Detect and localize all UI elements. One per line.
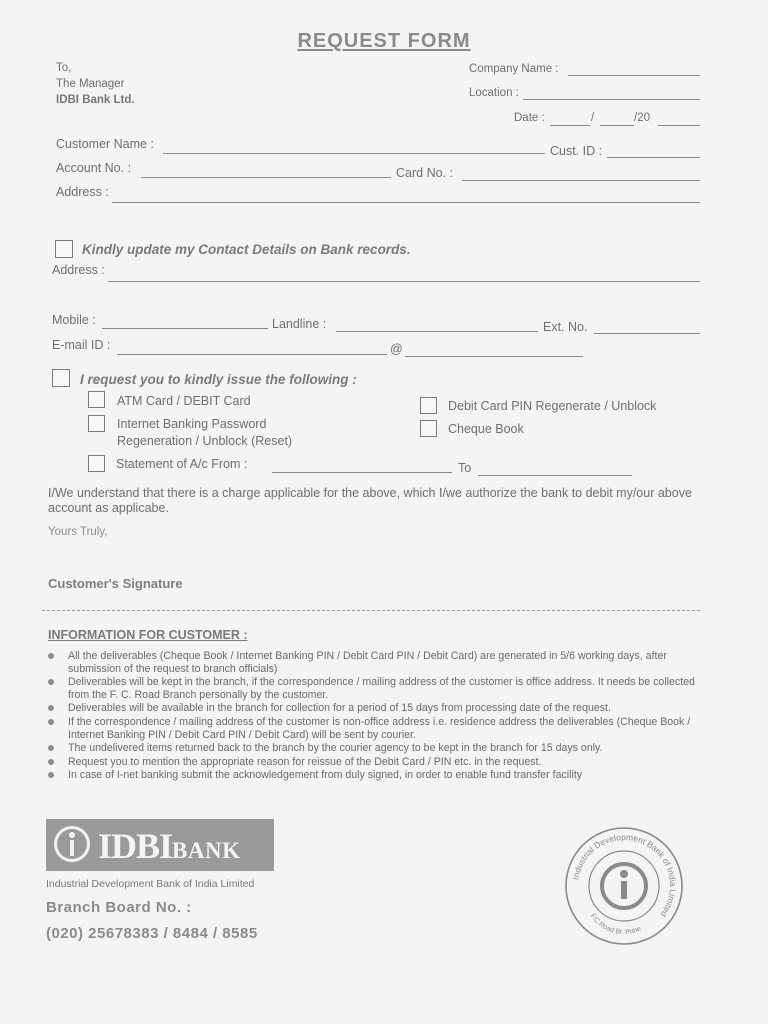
ext-no-field[interactable] [594, 333, 700, 334]
date-month-field[interactable] [600, 125, 634, 126]
issue-request-checkbox[interactable] [52, 369, 70, 387]
bank-name: IDBI Bank Ltd. [56, 94, 135, 106]
email-at-sign: @ [390, 342, 403, 356]
atm-card-checkbox[interactable] [88, 391, 105, 408]
update-contact-checkbox[interactable] [55, 240, 73, 258]
branch-board-label: Branch Board No. : [46, 899, 192, 916]
cheque-book-checkbox[interactable] [420, 420, 437, 437]
pin-regenerate-checkbox[interactable] [420, 397, 437, 414]
atm-card-label: ATM Card / DEBIT Card [117, 394, 251, 408]
contact-address-field[interactable] [108, 281, 700, 282]
contact-address-label: Address : [52, 263, 105, 277]
email-user-field[interactable] [117, 354, 387, 355]
statement-from-field[interactable] [272, 472, 452, 473]
seal-emblem-icon [602, 864, 646, 908]
location-field[interactable] [523, 99, 700, 100]
seal-branch-text: F.C.Road Br. Pune [588, 912, 643, 937]
date-separator-1: / [591, 112, 595, 124]
customer-name-label: Customer Name : [56, 137, 154, 151]
update-contact-label: Kindly update my Contact Details on Bank records. [82, 242, 411, 257]
manager-label: The Manager [56, 78, 125, 90]
bank-seal-stamp [562, 824, 686, 948]
customer-signature-label: Customer's Signature [48, 576, 183, 591]
issue-request-label: I request you to kindly issue the following : [80, 372, 357, 387]
company-name-field[interactable] [568, 75, 700, 76]
info-heading: INFORMATION FOR CUSTOMER : [48, 628, 248, 642]
form-title: REQUEST FORM [297, 30, 471, 52]
email-domain-field[interactable] [405, 356, 583, 357]
idbi-emblem-icon [54, 826, 90, 862]
address-field[interactable] [112, 202, 700, 203]
date-year-field[interactable] [658, 125, 700, 126]
internet-banking-label-2: Regeneration / Unblock (Reset) [117, 434, 293, 448]
logo-bank-text: BANK [172, 838, 241, 863]
card-no-field[interactable] [462, 180, 700, 181]
info-item: In case of I-net banking submit the acknowledgement from duly signed, in order to enable fund transfer facility [46, 769, 706, 782]
company-name-label: Company Name : [469, 63, 559, 75]
to-label: To, [56, 62, 72, 74]
customer-name-field[interactable] [163, 153, 545, 154]
ext-no-label: Ext. No. [543, 320, 588, 334]
internet-banking-label-1: Internet Banking Password [117, 417, 267, 431]
yours-truly: Yours Truly, [48, 526, 108, 538]
cust-id-label: Cust. ID : [550, 144, 603, 158]
date-separator-2: /20 [634, 112, 650, 124]
mobile-label: Mobile : [52, 313, 96, 327]
cheque-book-label: Cheque Book [448, 422, 524, 436]
address-label: Address : [56, 185, 109, 199]
info-item: Deliverables will be kept in the branch, if the correspondence / mailing address of the customer is office address. It needs be collected from the F. C. Road Branch personally by the customer. [46, 676, 706, 701]
mobile-field[interactable] [102, 328, 268, 329]
landline-label: Landline : [272, 317, 327, 331]
landline-field[interactable] [336, 331, 538, 332]
cust-id-field[interactable] [607, 157, 700, 158]
info-item: If the correspondence / mailing address of the customer is non-office address i.e. residence address the deliverables (Cheque Book / Internet Banking PIN / Debit Card PIN / Debit Card) will be sent by courier. [46, 716, 706, 741]
consent-text: I/We understand that there is a charge applicable for the above, which I/we authorize the bank to debit my/our above account as applicabe. [48, 486, 692, 515]
seal-ring-text: Industrial Development Bank of India Limited [570, 831, 679, 919]
statement-to-label: To [458, 461, 472, 475]
date-day-field[interactable] [550, 125, 590, 126]
statement-to-field[interactable] [478, 475, 632, 476]
statement-label: Statement of A/c From : [116, 457, 248, 471]
branch-phone-number: (020) 25678383 / 8484 / 8585 [46, 925, 258, 942]
logo-tagline: Industrial Development Bank of India Limited [46, 878, 255, 890]
date-label: Date : [514, 112, 545, 124]
info-item: All the deliverables (Cheque Book / Internet Banking PIN / Debit Card PIN / Debit Card) are generated in 5/6 working days, after submission of the request to branch officials) [46, 650, 706, 675]
pin-regenerate-label: Debit Card PIN Regenerate / Unblock [448, 399, 657, 413]
logo-idbi-text: IDBI [98, 826, 173, 866]
location-label: Location : [469, 87, 519, 99]
card-no-label: Card No. : [396, 166, 453, 180]
account-no-label: Account No. : [56, 161, 132, 175]
idbi-bank-logo [46, 819, 274, 871]
info-item: Deliverables will be available in the branch for collection for a period of 15 days from processing date of the request. [46, 702, 706, 715]
statement-checkbox[interactable] [88, 455, 105, 472]
email-label: E-mail ID : [52, 338, 111, 352]
info-item: The undelivered items returned back to the branch by the courier agency to be kept in the branch for 15 days only. [46, 742, 706, 755]
internet-banking-checkbox[interactable] [88, 415, 105, 432]
tear-off-divider [42, 610, 700, 611]
info-list [46, 650, 706, 783]
account-no-field[interactable] [141, 177, 391, 178]
info-item: Request you to mention the appropriate reason for reissue of the Debit Card / PIN etc. in the request. [46, 756, 706, 769]
